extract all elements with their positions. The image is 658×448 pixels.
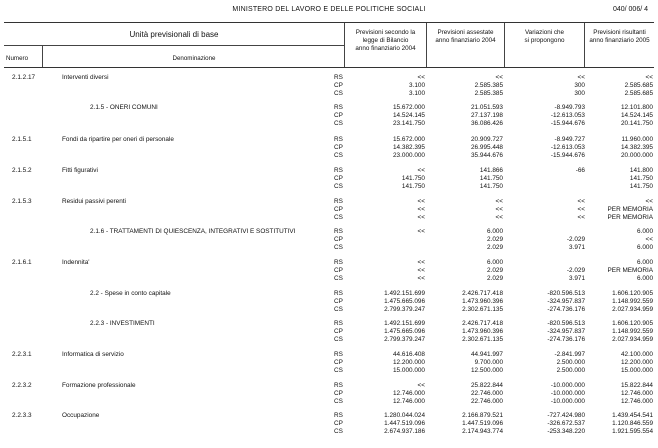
cell: 1.439.454.541	[612, 412, 653, 419]
code: CS	[334, 214, 343, 221]
cell: 12.200.000	[621, 359, 653, 366]
col-bilancio	[349, 351, 425, 375]
cell: -15.944.676	[550, 152, 585, 159]
row-number: 2.2.3.2	[12, 382, 32, 389]
col-variazioni	[507, 228, 585, 252]
row-number: 2.2.3.3	[12, 412, 32, 419]
cell: 1.492.151.699	[384, 320, 425, 327]
col-risultanti	[587, 412, 653, 436]
cell: 1.280.044.024	[384, 412, 425, 419]
cell: 44.616.408	[393, 351, 425, 358]
cell: <<	[417, 198, 425, 205]
col-risultanti	[587, 136, 653, 160]
cell: -15.944.676	[550, 120, 585, 127]
code: CS	[334, 367, 343, 374]
table-row	[4, 290, 654, 314]
cell: -10.000.000	[550, 398, 585, 405]
cell: <<	[495, 74, 503, 81]
code: CP	[334, 236, 343, 243]
cell: 3.100	[409, 90, 425, 97]
header-main-title: Unità previsionali di base	[129, 30, 219, 39]
cell: 6.000	[637, 244, 653, 251]
col-assestate	[429, 74, 503, 98]
col-bilancio	[349, 136, 425, 160]
cell: 1.921.595.554	[612, 428, 653, 435]
cell: 25.822.844	[471, 382, 503, 389]
cell: 2.029	[487, 236, 503, 243]
row-codes	[334, 198, 348, 222]
code: CP	[334, 298, 343, 305]
col-bilancio	[349, 382, 425, 406]
cell: 2.426.717.418	[462, 320, 503, 327]
header-col-line: si propongono	[524, 37, 565, 44]
cell: -820.596.513	[547, 290, 585, 297]
cell: 300	[574, 90, 585, 97]
cell: <<	[417, 259, 425, 266]
code: CS	[334, 336, 343, 343]
cell: 3.971	[569, 275, 585, 282]
cell: 36.086.426	[471, 120, 503, 127]
col-variazioni	[507, 290, 585, 314]
cell: 1.473.960.396	[462, 328, 503, 335]
row-codes	[334, 74, 348, 98]
col-risultanti	[587, 320, 653, 344]
cell: 2.585.385	[474, 90, 503, 97]
col-variazioni	[507, 104, 585, 128]
header-col-line: Previsioni assestate	[437, 29, 494, 36]
col-risultanti	[587, 228, 653, 252]
cell: 42.100.000	[621, 351, 653, 358]
header-divider	[4, 45, 344, 46]
cell: 141.750	[479, 175, 503, 182]
cell	[349, 236, 425, 244]
col-assestate	[429, 167, 503, 191]
cell: 23.141.750	[393, 120, 425, 127]
cell: 27.137.198	[471, 112, 503, 119]
cell: 14.524.145	[393, 112, 425, 119]
cell: 20.141.750	[621, 120, 653, 127]
cell	[507, 183, 585, 191]
cell: 2.174.943.774	[462, 428, 503, 435]
row-codes	[334, 382, 348, 406]
cell: 21.051.593	[471, 104, 503, 111]
row-denomination: 2.2 - Spese in conto capitale	[90, 290, 171, 297]
code: RS	[334, 351, 343, 358]
cell: <<	[645, 74, 653, 81]
row-denomination: Residui passivi perenti	[62, 198, 126, 205]
cell: 1.606.120.905	[612, 320, 653, 327]
cell: -10.000.000	[550, 390, 585, 397]
cell: 23.000.000	[393, 152, 425, 159]
code: CP	[334, 82, 343, 89]
cell: -324.957.837	[547, 298, 585, 305]
col-bilancio	[349, 167, 425, 191]
cell: 1.148.992.559	[612, 328, 653, 335]
code: CS	[334, 90, 343, 97]
code: CP	[334, 267, 343, 274]
row-denomination: Occupazione	[62, 412, 100, 419]
cell: 2.029	[487, 275, 503, 282]
cell: 1.447.519.096	[384, 420, 425, 427]
header-col-line: Previsioni secondo la	[355, 29, 416, 36]
code: RS	[334, 259, 343, 266]
header-numero: Numero	[6, 55, 29, 62]
row-denomination: Fondi da ripartire per oneri di personale	[62, 136, 174, 143]
cell: -10.000.000	[550, 382, 585, 389]
cell: 6.000	[637, 228, 653, 235]
header-col-line: anno finanziario 2004	[435, 37, 496, 44]
cell: 141.866	[479, 167, 503, 174]
cell: 141.750	[401, 183, 425, 190]
col-risultanti	[587, 259, 653, 283]
cell: 6.000	[637, 259, 653, 266]
col-risultanti	[587, 74, 653, 98]
col-variazioni	[507, 136, 585, 160]
cell: 2.799.379.247	[384, 306, 425, 313]
header-col-bilancio	[345, 29, 426, 53]
cell: PER MEMORIA	[607, 214, 653, 221]
col-assestate	[429, 351, 503, 375]
cell: 1.148.992.559	[612, 298, 653, 305]
code: CP	[334, 175, 343, 182]
row-codes	[334, 136, 348, 160]
col-assestate	[429, 104, 503, 128]
col-assestate	[429, 198, 503, 222]
code: RS	[334, 104, 343, 111]
cell: 6.000	[487, 228, 503, 235]
cell: 2.585.385	[474, 82, 503, 89]
col-bilancio	[349, 198, 425, 222]
code: RS	[334, 290, 343, 297]
cell: -727.424.980	[547, 412, 585, 419]
cell: 2.426.717.418	[462, 290, 503, 297]
cell: 3.971	[569, 244, 585, 251]
col-bilancio	[349, 412, 425, 436]
cell: <<	[577, 74, 585, 81]
col-bilancio	[349, 74, 425, 98]
table-row	[4, 167, 654, 191]
row-number: 2.2.3.1	[12, 351, 32, 358]
cell: 2.585.685	[624, 82, 653, 89]
cell: -12.613.053	[550, 144, 585, 151]
cell: 141.750	[629, 183, 653, 190]
table-row	[4, 74, 654, 98]
row-codes	[334, 351, 348, 375]
row-codes	[334, 290, 348, 314]
row-denomination: 2.1.6 - TRATTAMENTI DI QUIESCENZA, INTEGRATIVI E SOSTITUTIVI	[90, 228, 296, 235]
col-assestate	[429, 228, 503, 252]
code: CS	[334, 306, 343, 313]
cell: -8.949.727	[554, 136, 585, 143]
cell: 1.492.151.699	[384, 290, 425, 297]
code: CS	[334, 120, 343, 127]
cell: -274.736.176	[547, 336, 585, 343]
cell: <<	[495, 214, 503, 221]
col-bilancio	[349, 290, 425, 314]
header-col-line: legge di Bilancio	[362, 37, 409, 44]
cell: <<	[417, 167, 425, 174]
row-denomination: Fitti figurativi	[62, 167, 98, 174]
cell: <<	[577, 206, 585, 213]
col-variazioni	[507, 382, 585, 406]
row-codes	[334, 104, 348, 128]
table-row	[4, 351, 654, 375]
cell: 2.027.934.959	[612, 336, 653, 343]
cell: -253.348.220	[547, 428, 585, 435]
cell: <<	[417, 214, 425, 221]
col-variazioni	[507, 412, 585, 436]
cell: -2.029	[566, 267, 585, 274]
cell: 14.524.145	[621, 112, 653, 119]
row-number: 2.1.5.2	[12, 167, 32, 174]
cell: -66	[575, 167, 585, 174]
row-denomination: Interventi diversi	[62, 74, 109, 81]
cell: 12.746.000	[393, 398, 425, 405]
row-codes	[334, 320, 348, 344]
cell: 26.995.448	[471, 144, 503, 151]
cell: 14.382.395	[393, 144, 425, 151]
cell: 15.672.000	[393, 136, 425, 143]
col-variazioni	[507, 74, 585, 98]
col-bilancio	[349, 228, 425, 252]
code: RS	[334, 382, 343, 389]
page-number: 040/ 006/ 4	[612, 6, 648, 13]
code: RS	[334, 74, 343, 81]
cell: 12.746.000	[621, 398, 653, 405]
cell: -820.596.513	[547, 320, 585, 327]
col-risultanti	[587, 104, 653, 128]
cell: 11.960.000	[621, 136, 653, 143]
row-codes	[334, 259, 348, 283]
cell: 12.746.000	[393, 390, 425, 397]
row-number: 2.1.2.17	[12, 74, 36, 81]
col-variazioni	[507, 351, 585, 375]
table-row	[4, 228, 654, 252]
cell: <<	[417, 275, 425, 282]
row-number: 2.1.5.3	[12, 198, 32, 205]
cell: 9.700.000	[474, 359, 503, 366]
col-bilancio	[349, 320, 425, 344]
code: CP	[334, 144, 343, 151]
cell: -2.029	[566, 236, 585, 243]
col-risultanti	[587, 167, 653, 191]
cell: 6.000	[637, 275, 653, 282]
cell: 22.746.000	[471, 390, 503, 397]
table-row	[4, 412, 654, 436]
cell: 3.100	[409, 82, 425, 89]
cell: 1.606.120.905	[612, 290, 653, 297]
cell: 15.000.000	[393, 367, 425, 374]
col-variazioni	[507, 259, 585, 283]
table-row	[4, 382, 654, 406]
cell: 2.302.671.135	[462, 306, 503, 313]
cell: PER MEMORIA	[607, 267, 653, 274]
col-bilancio	[349, 104, 425, 128]
cell	[507, 228, 585, 236]
cell: 2.799.379.247	[384, 336, 425, 343]
cell: <<	[577, 198, 585, 205]
cell: 1.475.665.096	[384, 328, 425, 335]
cell: 2.500.000	[556, 359, 585, 366]
col-risultanti	[587, 290, 653, 314]
row-denomination: 2.2.3 - INVESTIMENTI	[90, 320, 155, 327]
cell: 2.302.671.135	[462, 336, 503, 343]
cell: 2.027.934.959	[612, 306, 653, 313]
cell: 12.200.000	[393, 359, 425, 366]
header-col-line: anno finanziario 2004	[355, 45, 416, 52]
code: CS	[334, 275, 343, 282]
code: CS	[334, 183, 343, 190]
cell	[349, 244, 425, 252]
cell: 44.941.997	[471, 351, 503, 358]
code: CS	[334, 152, 343, 159]
code: CS	[334, 428, 343, 435]
cell: 141.800	[629, 167, 653, 174]
col-variazioni	[507, 198, 585, 222]
cell	[507, 175, 585, 183]
cell: -12.613.053	[550, 112, 585, 119]
cell: -8.949.793	[554, 104, 585, 111]
cell: <<	[645, 236, 653, 243]
cell: 35.944.676	[471, 152, 503, 159]
cell: <<	[417, 206, 425, 213]
code: CP	[334, 112, 343, 119]
code: CS	[334, 398, 343, 405]
cell: 141.750	[629, 175, 653, 182]
cell: -2.841.997	[554, 351, 585, 358]
cell: 2.674.937.186	[384, 428, 425, 435]
cell: <<	[495, 206, 503, 213]
table-row	[4, 198, 654, 222]
code: CP	[334, 359, 343, 366]
cell: 300	[574, 82, 585, 89]
row-codes	[334, 228, 348, 252]
col-variazioni	[507, 167, 585, 191]
header-denominazione: Denominazione	[172, 55, 216, 62]
row-denomination: 2.1.5 - ONERI COMUNI	[90, 104, 158, 111]
col-assestate	[429, 136, 503, 160]
header-col-line: anno finanziario 2005	[589, 37, 650, 44]
col-bilancio	[349, 259, 425, 283]
code: RS	[334, 412, 343, 419]
row-denomination: Indennita'	[62, 259, 90, 266]
cell: 1.120.846.559	[612, 420, 653, 427]
code: RS	[334, 228, 343, 235]
header-col-risultanti	[585, 29, 654, 45]
row-number: 2.1.6.1	[12, 259, 32, 266]
cell: <<	[417, 382, 425, 389]
header-col-assestate	[427, 29, 504, 45]
code: RS	[334, 167, 343, 174]
cell: <<	[495, 198, 503, 205]
cell: -274.736.176	[547, 306, 585, 313]
cell: -324.957.837	[547, 328, 585, 335]
row-codes	[334, 412, 348, 436]
table-row	[4, 320, 654, 344]
col-assestate	[429, 320, 503, 344]
table-row	[4, 104, 654, 128]
cell: 15.672.000	[393, 104, 425, 111]
col-assestate	[429, 382, 503, 406]
row-denomination: Formazione professionale	[62, 382, 136, 389]
table-row	[4, 136, 654, 160]
cell: 6.000	[487, 259, 503, 266]
table-row	[4, 259, 654, 283]
cell: 20.000.000	[621, 152, 653, 159]
code: CP	[334, 206, 343, 213]
cell: 15.822.844	[621, 382, 653, 389]
row-codes	[334, 167, 348, 191]
code: RS	[334, 136, 343, 143]
cell: 12.500.000	[471, 367, 503, 374]
cell: <<	[417, 228, 425, 235]
cell: 1.475.665.096	[384, 298, 425, 305]
cell: 141.750	[479, 183, 503, 190]
cell: 2.029	[487, 244, 503, 251]
cell: 15.000.000	[621, 367, 653, 374]
table-header	[4, 22, 654, 68]
cell: 141.750	[401, 175, 425, 182]
header-col-line: Variazioni che	[524, 29, 565, 36]
cell: 12.101.800	[621, 104, 653, 111]
cell: <<	[645, 198, 653, 205]
cell: 2.166.879.521	[462, 412, 503, 419]
cell: 1.447.519.096	[462, 420, 503, 427]
cell: <<	[417, 74, 425, 81]
cell: 20.909.727	[471, 136, 503, 143]
cell: <<	[577, 214, 585, 221]
col-variazioni	[507, 320, 585, 344]
cell: 2.500.000	[556, 367, 585, 374]
code: RS	[334, 320, 343, 327]
col-assestate	[429, 290, 503, 314]
cell: 12.746.000	[621, 390, 653, 397]
row-denomination: Informatica di servizio	[62, 351, 124, 358]
cell: 2.029	[487, 267, 503, 274]
code: CP	[334, 420, 343, 427]
code: CP	[334, 328, 343, 335]
code: CP	[334, 390, 343, 397]
col-assestate	[429, 259, 503, 283]
col-assestate	[429, 412, 503, 436]
cell: 22.746.000	[471, 398, 503, 405]
cell	[507, 259, 585, 267]
cell: 2.585.685	[624, 90, 653, 97]
col-risultanti	[587, 351, 653, 375]
col-risultanti	[587, 382, 653, 406]
cell: 14.382.395	[621, 144, 653, 151]
ministry-title: MINISTERO DEL LAVORO E DELLE POLITICHE SOCIALI	[232, 6, 426, 13]
cell: 1.473.960.396	[462, 298, 503, 305]
cell: PER MEMORIA	[607, 206, 653, 213]
header-num-separator	[42, 45, 43, 67]
header-col-variazioni	[505, 29, 584, 45]
cell: -326.672.537	[547, 420, 585, 427]
row-number: 2.1.5.1	[12, 136, 32, 143]
code: RS	[334, 198, 343, 205]
cell: <<	[417, 267, 425, 274]
header-col-line: Previsioni risultanti	[593, 29, 646, 36]
code: CS	[334, 244, 343, 251]
col-risultanti	[587, 198, 653, 222]
